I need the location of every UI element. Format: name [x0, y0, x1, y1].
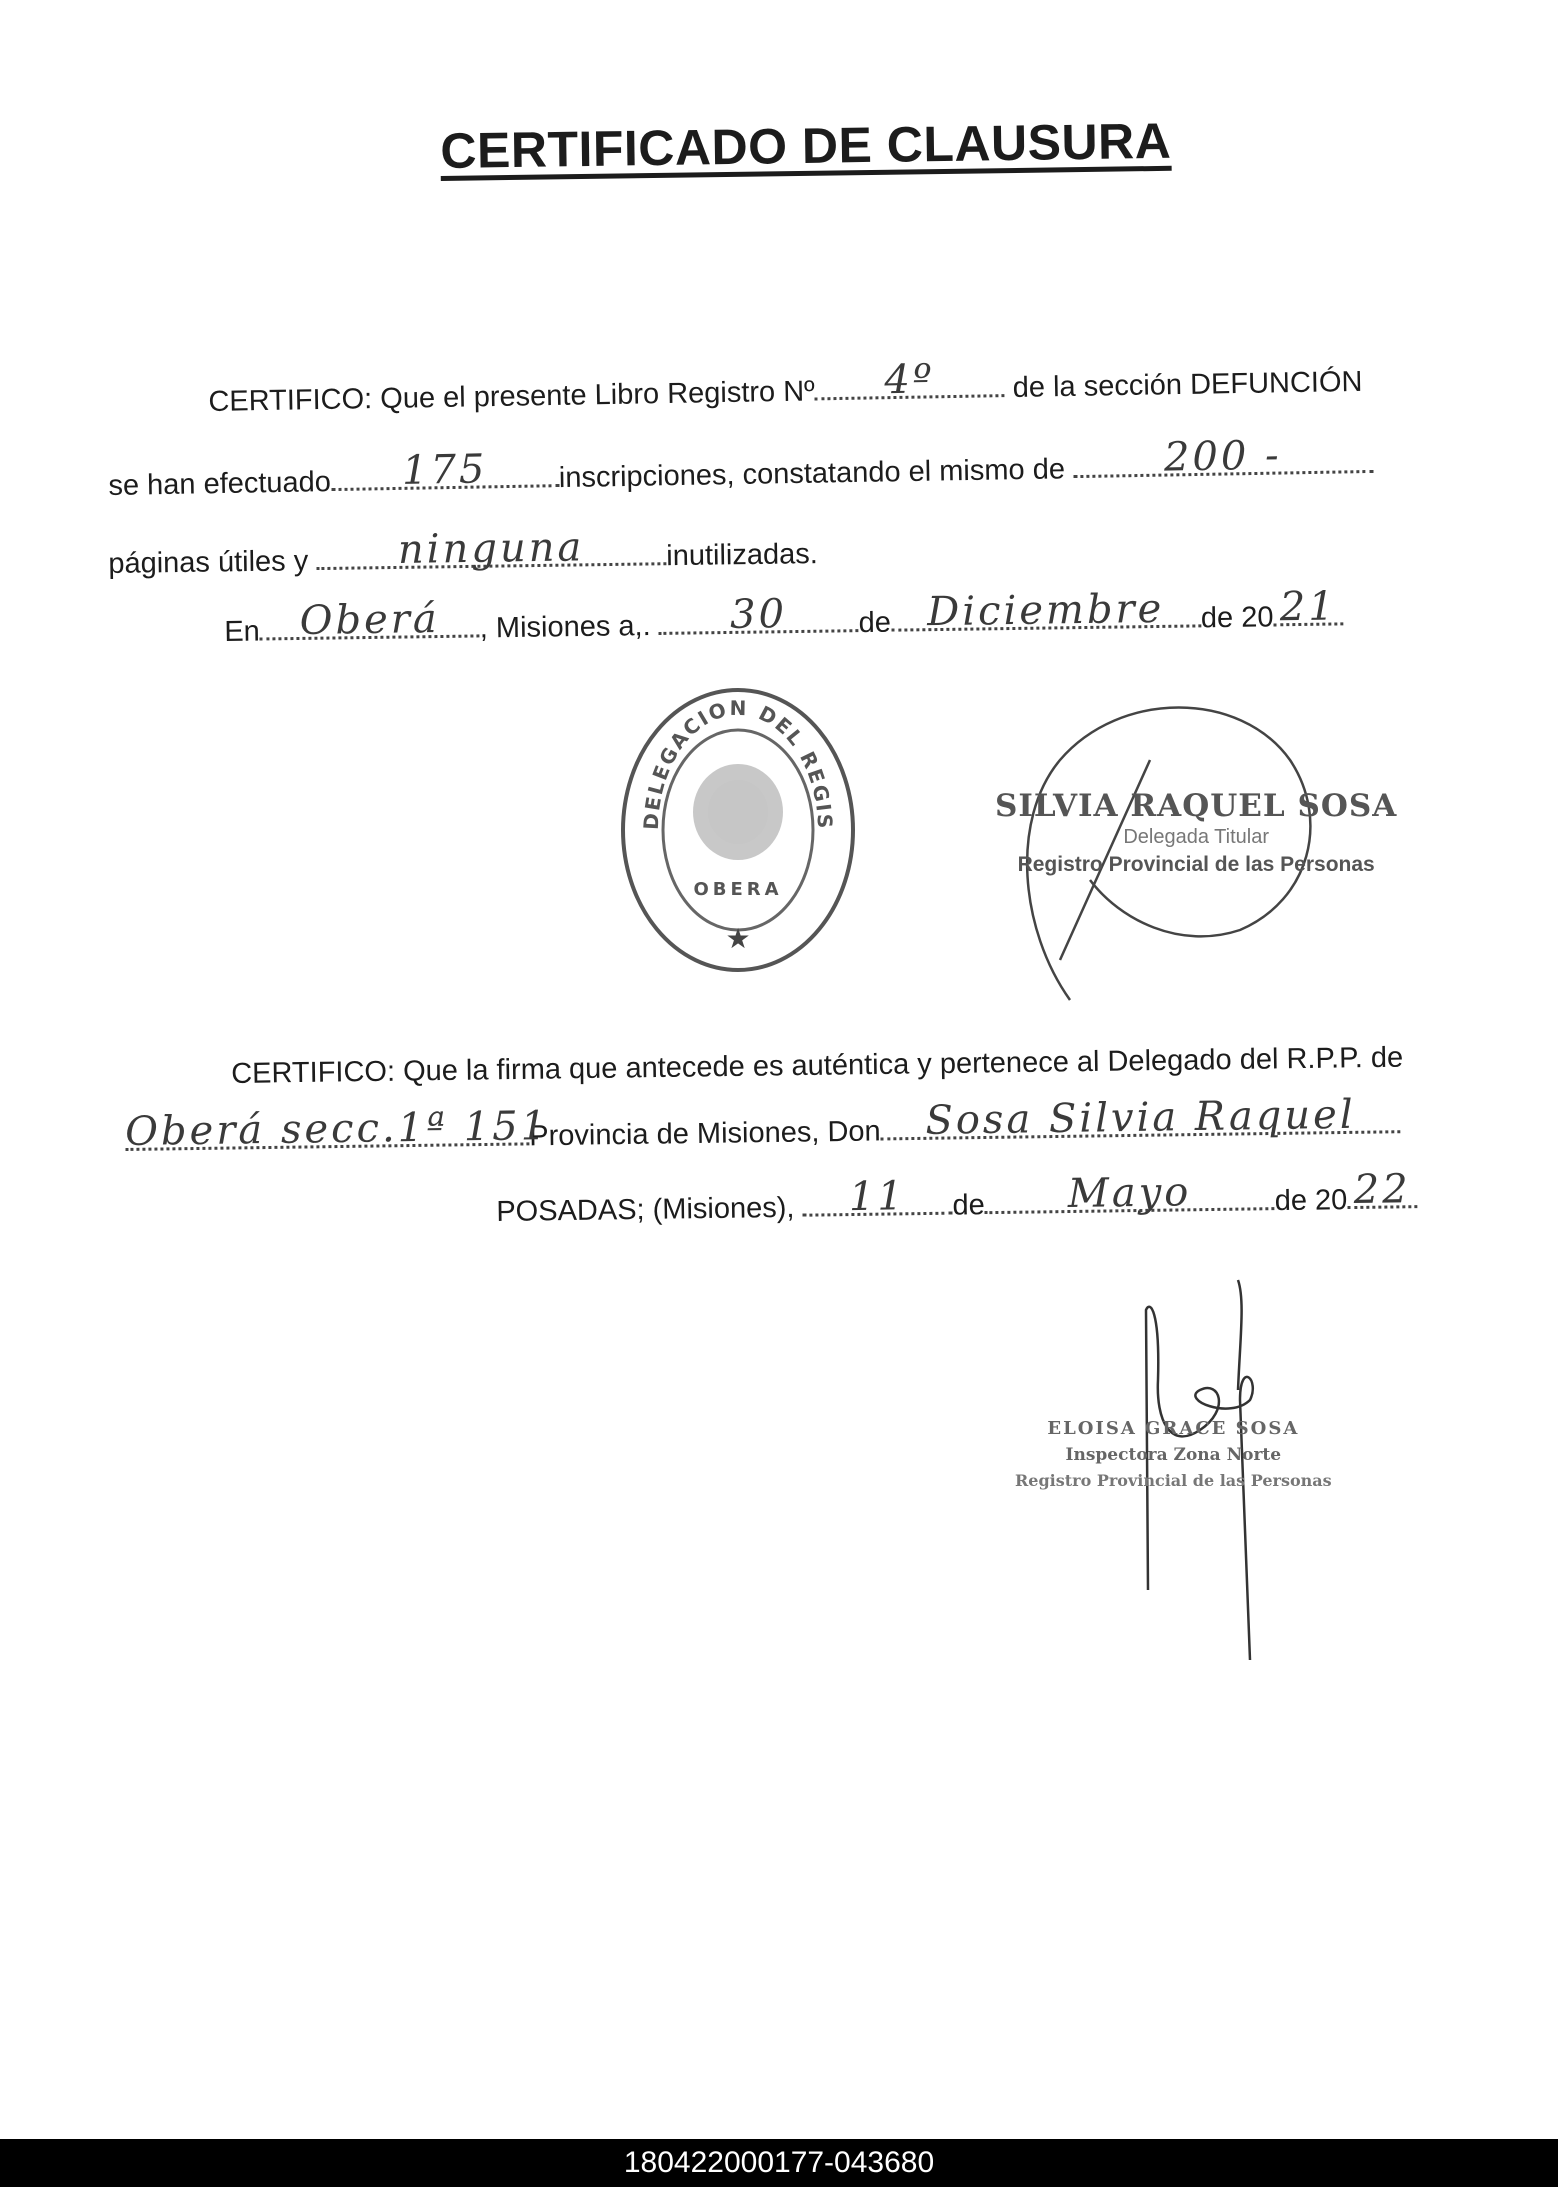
dia-handwriting: 30 [729, 591, 788, 638]
dia-2-field [802, 1173, 952, 1221]
de-2-text: de [952, 1189, 985, 1222]
nombre-handwriting: Sosa Silvia Raquel [925, 1091, 1356, 1144]
inutilizadas-text: inutilizadas. [666, 538, 818, 573]
lugar-handwriting: Oberá [299, 595, 440, 644]
efectuado-text: se han efectuado [108, 466, 332, 502]
certifico-line-4 [224, 583, 1344, 649]
anio-field [1273, 583, 1343, 631]
de-20-2-text: de 20 [1274, 1184, 1348, 1218]
inutilizadas-field [316, 524, 666, 573]
certifico-line-2 [108, 432, 1373, 503]
certifico-2-line-2 [124, 1091, 1401, 1159]
signer-2-role: Inspectora Zona Norte [1065, 1445, 1282, 1465]
signer-1-name: SILVIA RAQUEL SOSA [995, 788, 1398, 824]
dia-2-handwriting: 11 [848, 1173, 907, 1221]
signer-1-role: Delegada Titular [1123, 826, 1269, 848]
inscripciones-handwriting: 175 [401, 446, 488, 494]
document-id-footer: 180422000177-043680 [0, 2139, 1558, 2187]
certifico-2-line-3 [496, 1166, 1418, 1229]
de-text: de [858, 606, 892, 640]
libro-numero-handwriting: 4º [884, 356, 936, 404]
libro-numero-field [814, 356, 1005, 404]
seccion-text: de la sección DEFUNCIÓN [1012, 365, 1363, 404]
seal-ring-text: DELEGACION DEL REGIS [638, 695, 838, 831]
signer-2-name: ELOISA GRACE SOSA [1047, 1418, 1300, 1439]
posadas-text: POSADAS; (Misiones), [496, 1191, 795, 1228]
anio-2-field [1347, 1166, 1417, 1214]
signature-1-block [995, 788, 1397, 877]
nombre-field [880, 1091, 1400, 1144]
mes-handwriting: Diciembre [926, 585, 1165, 636]
signer-2-org: Registro Provincial de las Personas [1015, 1471, 1332, 1490]
seal-city-text: OBERA [693, 879, 783, 900]
paginas-utiles-text: páginas útiles y [108, 545, 309, 580]
lugar-field [259, 595, 479, 644]
anio-handwriting: 21 [1279, 583, 1338, 631]
delegacion-handwriting: Oberá secc.1ª 151 [124, 1103, 550, 1155]
mes-2-field [984, 1169, 1274, 1218]
certifico-line-1 [208, 358, 1363, 419]
official-seal [618, 680, 858, 980]
anio-2-handwriting: 22 [1353, 1166, 1411, 1214]
mes-field [891, 585, 1201, 636]
star-icon: ★ [725, 923, 751, 954]
de-20-text: de 20 [1200, 601, 1274, 635]
en-text: En [224, 615, 261, 648]
inscripciones-text: inscripciones, constatando el mismo de [558, 453, 1066, 495]
delegacion-field [124, 1103, 550, 1155]
seal-graphic [618, 680, 858, 980]
page-title: CERTIFICADO DE CLAUSURA [440, 112, 1172, 179]
certifico-text: CERTIFICO: Que el presente Libro Registro Nº [208, 375, 816, 418]
provincia-text: Provincia de Misiones, Don [529, 1115, 881, 1153]
dia-field [658, 591, 858, 638]
paginas-handwriting: 200 - [1163, 432, 1282, 481]
paginas-field [1073, 432, 1374, 481]
signer-1-org: Registro Provincial de las Personas [1017, 853, 1375, 876]
misiones-text: , Misiones a,. [479, 610, 651, 645]
signature-2-block [1015, 1418, 1332, 1490]
mes-2-handwriting: Mayo [1067, 1169, 1192, 1218]
inscripciones-field [330, 446, 559, 494]
certifico-2-line-1: CERTIFICO: Que la firma que antecede es auténtica y pertenece al Delegado del R.P.P. de [231, 1041, 1404, 1090]
inutilizadas-handwriting: ninguna [397, 524, 585, 573]
certifico-line-3 [108, 524, 818, 581]
